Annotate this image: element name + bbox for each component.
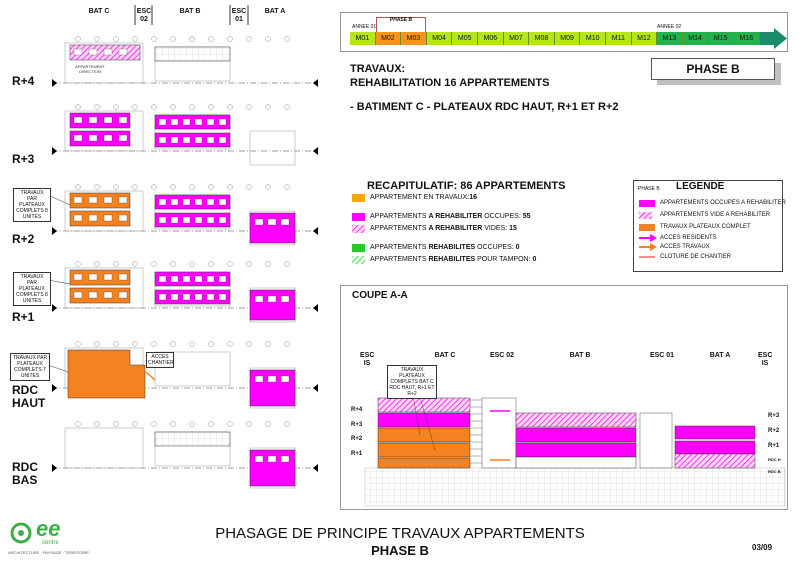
section-marker-icon	[313, 464, 318, 472]
grid-axis-bubble	[171, 342, 176, 347]
coupe-bat-b-level	[516, 413, 636, 427]
apartment-cell	[255, 296, 263, 302]
grid-axis-bubble	[95, 185, 100, 190]
timeline-month-cell: M05	[452, 32, 478, 45]
apartment-cell	[255, 219, 263, 225]
grid-axis-bubble	[285, 342, 290, 347]
apartment-cell	[183, 199, 190, 205]
grid-axis-bubble	[152, 37, 157, 42]
grid-axis-bubble	[266, 342, 271, 347]
legend-line-cloture	[639, 255, 655, 259]
apartment-cell	[281, 456, 289, 462]
coupe-title: COUPE A-A	[352, 290, 408, 301]
legend-swatch-travaux	[639, 224, 655, 231]
apartment-cell	[74, 135, 82, 141]
timeline-arrow-icon	[760, 28, 788, 49]
apartment-cell	[159, 294, 166, 300]
timeline-month-cell: M12	[632, 32, 658, 45]
apartment-cell	[219, 137, 226, 143]
grid-axis-bubble	[228, 262, 233, 267]
grid-axis-bubble	[171, 262, 176, 267]
coupe-header-esc-01: ESC 01	[649, 352, 675, 359]
bat-a-plateau	[250, 213, 295, 243]
grid-axis-bubble	[95, 422, 100, 427]
coupe-bat-c-level	[378, 428, 470, 442]
apartment-cell	[119, 292, 127, 298]
apartment-cell	[183, 276, 190, 282]
grid-axis-bubble	[266, 422, 271, 427]
apartment-cell	[119, 117, 127, 123]
coupe-esc-01	[640, 413, 672, 468]
coupe-header-esc-is-left: ESC IS	[360, 352, 375, 367]
section-marker-icon	[313, 227, 318, 235]
recap-line2: APPARTEMENTS A REHABILITER OCCUPES: 55	[370, 213, 531, 220]
grid-axis-bubble	[114, 422, 119, 427]
timeline-month-cell: M06	[478, 32, 504, 45]
callout-rdc: TRAVAUX PAR PLATEAUX COMPLETS 7 UNITES	[10, 353, 50, 381]
timeline-month-cell: M02	[376, 32, 402, 45]
callout-leader	[48, 280, 70, 284]
coupe-bat-a-rdc	[675, 454, 755, 468]
grid-axis-bubble	[76, 342, 81, 347]
grid-axis-bubble	[114, 262, 119, 267]
section-marker-icon	[313, 79, 318, 87]
apartment-cell	[171, 199, 178, 205]
callout-acces-chantier: ACCES CHANTIER	[148, 354, 174, 366]
bat-b-plateau	[155, 115, 230, 129]
bat-a-plateau	[250, 290, 295, 320]
section-marker-icon	[52, 464, 57, 472]
apartment-cell	[104, 197, 112, 203]
grid-axis-bubble	[266, 105, 271, 110]
coupe-note: TRAVAUX PLATEAUX COMPLETS BAT C RDC HAUT, R+1 ET R+2	[387, 365, 437, 399]
grid-axis-bubble	[285, 37, 290, 42]
grid-axis-bubble	[228, 342, 233, 347]
apartment-cell	[74, 197, 82, 203]
grid-axis-bubble	[247, 342, 252, 347]
grid-axis-bubble	[76, 262, 81, 267]
section-marker-icon	[313, 384, 318, 392]
coupe-bat-c-level	[378, 413, 470, 427]
travaux-label: TRAVAUX:	[350, 63, 406, 75]
apartment-cell	[74, 49, 82, 55]
apartment-cell	[89, 292, 97, 298]
apartment-cell	[268, 376, 276, 382]
apartment-cell	[159, 217, 166, 223]
arrow-right-icon	[639, 243, 657, 251]
apartment-cell	[89, 215, 97, 221]
apartment-cell	[207, 119, 214, 125]
apartment-cell	[207, 199, 214, 205]
apartment-cell	[89, 117, 97, 123]
coupe-esc-02	[482, 398, 516, 468]
timeline-month-cell: M16	[734, 32, 760, 45]
coupe-bat-b-rdc	[516, 457, 636, 468]
rdc-haut-works-zone	[68, 350, 145, 398]
bat-a-plateau	[250, 450, 295, 486]
swatch-rehab-occupes	[352, 244, 365, 252]
coupe-bat-b-level	[516, 443, 636, 457]
grid-axis-bubble	[266, 262, 271, 267]
timeline-month-cell: M11	[606, 32, 632, 45]
grid-axis-bubble	[209, 105, 214, 110]
apartment-cell	[119, 215, 127, 221]
grid-axis-bubble	[171, 422, 176, 427]
bat-b-plateau	[155, 432, 230, 446]
timeline-month-cell: M07	[504, 32, 530, 45]
swatch-travaux	[352, 194, 365, 202]
apartment-cell	[219, 217, 226, 223]
grid-axis-bubble	[133, 262, 138, 267]
coupe-bat-b-level	[516, 428, 636, 442]
apartment-cell	[183, 217, 190, 223]
header-bat-a: BAT A	[264, 8, 286, 15]
grid-axis-bubble	[114, 37, 119, 42]
grid-axis-bubble	[171, 37, 176, 42]
coupe-levels-right: R+3 R+2 R+1 RDC H RDC B	[768, 413, 781, 474]
coupe-header-bat-b: BAT B	[569, 352, 591, 359]
apartment-cell	[281, 296, 289, 302]
callout-r2: TRAVAUX PAR PLATEAUX COMPLETS 8 UNITES	[13, 188, 51, 222]
grid-axis-bubble	[114, 105, 119, 110]
apartment-cell	[195, 217, 202, 223]
phase-box: PHASE B	[651, 58, 775, 80]
swatch-vides	[352, 225, 365, 233]
grid-axis-bubble	[209, 342, 214, 347]
apartment-cell	[219, 199, 226, 205]
apartment-cell	[281, 219, 289, 225]
bat-b-plateau	[155, 272, 230, 286]
travaux-line1: REHABILITATION 16 APPARTEMENTS	[350, 77, 550, 89]
apartment-cell	[171, 137, 178, 143]
grid-axis-bubble	[266, 37, 271, 42]
grid-axis-bubble	[228, 185, 233, 190]
apartment-cell	[255, 456, 263, 462]
level-label-r2: R+2	[12, 232, 35, 246]
apartment-cell	[268, 296, 276, 302]
grid-axis-bubble	[76, 422, 81, 427]
appartement-direction-label: APPARTEMENT DIRECTION	[75, 64, 105, 74]
apartment-cell	[219, 294, 226, 300]
grid-axis-bubble	[247, 185, 252, 190]
grid-axis-bubble	[133, 185, 138, 190]
grid-axis-bubble	[114, 342, 119, 347]
grid-axis-bubble	[190, 342, 195, 347]
apartment-cell	[159, 199, 166, 205]
apartment-cell	[74, 274, 82, 280]
footer-subtitle: PHASE B	[371, 543, 429, 558]
apartment-cell	[281, 376, 289, 382]
bat-b-plateau	[155, 290, 230, 304]
apartment-cell	[104, 274, 112, 280]
legend-item-acces-travaux: ACCES TRAVAUX	[660, 244, 710, 250]
apartment-cell	[171, 217, 178, 223]
section-marker-icon	[52, 384, 57, 392]
travaux-line2: - BATIMENT C - PLATEAUX RDC HAUT, R+1 ET R+2	[350, 101, 619, 113]
timeline-month-cell: M03	[401, 32, 427, 45]
apartment-cell	[159, 137, 166, 143]
section-marker-icon	[52, 147, 57, 155]
section-marker-icon	[52, 227, 57, 235]
timeline-month-cell: M01	[350, 32, 376, 45]
grid-axis-bubble	[152, 342, 157, 347]
recap-line5: APPARTEMENTS REHABILITES POUR TAMPON: 0	[370, 256, 537, 263]
bat-b-plateau	[155, 195, 230, 209]
apartment-cell	[207, 276, 214, 282]
recap-line4: APPARTEMENTS REHABILITES OCCUPES: 0	[370, 244, 520, 251]
grid-axis-bubble	[171, 105, 176, 110]
legend-item-cloture: CLOTURE DE CHANTIER	[660, 254, 732, 260]
timeline-month-cell: M10	[580, 32, 606, 45]
grid-axis-bubble	[133, 37, 138, 42]
timeline-month-cell: M14	[683, 32, 709, 45]
apartment-cell	[195, 137, 202, 143]
grid-axis-bubble	[133, 105, 138, 110]
recap-line3: APPARTEMENTS A REHABILITER VIDES: 15	[370, 225, 517, 232]
grid-axis-bubble	[285, 422, 290, 427]
legend-item-travaux: TRAVAUX PLATEAUX COMPLET	[660, 224, 751, 230]
grid-axis-bubble	[285, 262, 290, 267]
apartment-cell	[195, 276, 202, 282]
coupe-bat-a-level	[675, 441, 755, 454]
apartment-cell	[104, 292, 112, 298]
bat-b-plateau	[155, 47, 230, 61]
callout-leader	[48, 195, 70, 205]
legend-title: LEGENDE	[676, 181, 725, 192]
grid-axis-bubble	[209, 422, 214, 427]
apartment-cell	[171, 276, 178, 282]
grid-axis-bubble	[95, 37, 100, 42]
swatch-rehab-tampon	[352, 256, 365, 264]
grid-axis-bubble	[171, 185, 176, 190]
header-esc-02: ESC 02	[136, 8, 152, 23]
timeline-month-cell: M13	[657, 32, 683, 45]
logo-sub: centre	[42, 540, 59, 546]
apartment-cell	[104, 117, 112, 123]
legend-item-acces-residents: ACCES RESIDENTS	[660, 235, 717, 241]
coupe-bat-a-level	[675, 426, 755, 439]
grid-axis-bubble	[228, 422, 233, 427]
coupe-header-esc-is-right: ESC IS	[758, 352, 773, 367]
apartment-cell	[255, 376, 263, 382]
grid-axis-bubble	[209, 37, 214, 42]
timeline-month-cell: M04	[427, 32, 453, 45]
legend-item-occupes: APPARTEMENTS OCCUPES A REHABILITER	[660, 200, 786, 206]
apartment-cell	[119, 197, 127, 203]
grid-axis-bubble	[285, 105, 290, 110]
coupe-bat-c-level	[378, 443, 470, 457]
apartment-cell	[104, 135, 112, 141]
timeline-year2: ANNEE 02	[657, 24, 682, 30]
grid-axis-bubble	[76, 37, 81, 42]
access-arrow	[146, 372, 155, 380]
apartment-cell	[89, 274, 97, 280]
section-marker-icon	[313, 147, 318, 155]
grid-axis-bubble	[95, 262, 100, 267]
grid-axis-bubble	[152, 185, 157, 190]
apartment-cell	[183, 137, 190, 143]
legend-item-vide: APPARTEMENTS VIDE A REHABILITER	[660, 212, 771, 218]
header-bat-c: BAT C	[88, 8, 110, 15]
page-number: 03/09	[752, 543, 773, 552]
apartment-cell	[207, 137, 214, 143]
grid-axis-bubble	[247, 37, 252, 42]
grid-axis-bubble	[190, 37, 195, 42]
grid-axis-bubble	[190, 105, 195, 110]
apartment-cell	[183, 294, 190, 300]
apartment-cell	[195, 294, 202, 300]
coupe-levels-left: R+4 R+3 R+2 R+1	[351, 407, 363, 457]
grid-axis-bubble	[228, 105, 233, 110]
apartment-cell	[183, 119, 190, 125]
level-label-r4: R+4	[12, 74, 35, 88]
swatch-occupes	[352, 213, 365, 221]
coupe-header-esc-02: ESC 02	[489, 352, 515, 359]
coupe-bat-c-level	[378, 398, 470, 412]
apartment-cell	[171, 119, 178, 125]
grid-axis-bubble	[95, 105, 100, 110]
apartment-cell	[89, 135, 97, 141]
logo-text: ee	[36, 516, 61, 541]
apartment-cell	[195, 199, 202, 205]
level-label-r1: R+1	[12, 310, 35, 324]
bat-a-plateau	[250, 370, 295, 406]
grid-axis-bubble	[152, 262, 157, 267]
callout-r1: TRAVAUX PAR PLATEAUX COMPLETS 8 UNITES	[13, 272, 51, 306]
apartment-cell	[219, 119, 226, 125]
bat-a-outline	[250, 131, 295, 165]
logo-tagline: ARCHITECTURE · PAYSAGE · TERRITOIRE	[8, 550, 90, 555]
section-marker-icon	[313, 304, 318, 312]
timeline-month-cell: M08	[529, 32, 555, 45]
legend-swatch-occupes	[639, 200, 655, 207]
legend-swatch-vide	[639, 212, 652, 220]
timeline-month-cell: M15	[708, 32, 734, 45]
header-bat-b: BAT B	[179, 8, 201, 15]
level-label-r3: R+3	[12, 152, 35, 166]
grid-axis-bubble	[95, 342, 100, 347]
section-marker-icon	[52, 304, 57, 312]
footer-title: PHASAGE DE PRINCIPE TRAVAUX APPARTEMENTS	[215, 525, 585, 542]
timeline-phase-label: PHASE B	[389, 17, 413, 23]
apartment-cell	[171, 294, 178, 300]
grid-axis-bubble	[266, 185, 271, 190]
timeline-month-cell: M09	[555, 32, 581, 45]
apartment-cell	[159, 119, 166, 125]
grid-axis-bubble	[76, 185, 81, 190]
grid-axis-bubble	[190, 185, 195, 190]
apartment-cell	[268, 219, 276, 225]
grid-axis-bubble	[247, 262, 252, 267]
bat-b-plateau	[155, 213, 230, 227]
apartment-cell	[74, 117, 82, 123]
apartment-cell	[89, 197, 97, 203]
header-esc-01: ESC 01	[231, 8, 247, 23]
apartment-cell	[268, 456, 276, 462]
grid-axis-bubble	[228, 37, 233, 42]
grid-axis-bubble	[190, 422, 195, 427]
timeline-year1: ANNEE 01	[352, 24, 377, 30]
apartment-cell	[195, 119, 202, 125]
grid-axis-bubble	[152, 105, 157, 110]
grid-axis-bubble	[152, 422, 157, 427]
bat-c-outline	[65, 428, 143, 468]
apartment-cell	[89, 49, 97, 55]
level-label-rdc-haut: RDC HAUT	[12, 383, 46, 410]
recap-line1: APPARTEMENT EN TRAVAUX:16	[370, 194, 477, 201]
grid-axis-bubble	[247, 422, 252, 427]
arrow-right-icon	[639, 234, 657, 242]
apartment-cell	[207, 294, 214, 300]
bat-b-plateau	[155, 133, 230, 147]
coupe-ground	[365, 468, 785, 506]
apartment-cell	[104, 215, 112, 221]
grid-axis-bubble	[209, 185, 214, 190]
apartment-cell	[74, 215, 82, 221]
coupe-bat-c-rdc	[378, 458, 470, 468]
apartment-cell	[159, 276, 166, 282]
grid-axis-bubble	[285, 185, 290, 190]
grid-axis-bubble	[190, 262, 195, 267]
coupe-header-bat-c: BAT C	[434, 352, 456, 359]
apartment-cell	[119, 135, 127, 141]
grid-axis-bubble	[247, 105, 252, 110]
legend-phase: PHASE B	[638, 186, 660, 192]
apartment-cell	[207, 217, 214, 223]
grid-axis-bubble	[76, 105, 81, 110]
apartment-cell	[119, 274, 127, 280]
grid-axis-bubble	[114, 185, 119, 190]
level-label-rdc-bas: RDC BAS	[12, 460, 38, 487]
apartment-cell	[74, 292, 82, 298]
recap-title: RECAPITULATIF: 86 APPARTEMENTS	[367, 180, 566, 192]
section-marker-icon	[52, 79, 57, 87]
coupe-header-bat-a: BAT A	[709, 352, 731, 359]
apartment-cell	[219, 276, 226, 282]
grid-axis-bubble	[133, 342, 138, 347]
grid-axis-bubble	[209, 262, 214, 267]
apartment-cell	[104, 49, 112, 55]
grid-axis-bubble	[133, 422, 138, 427]
apartment-cell	[119, 49, 127, 55]
